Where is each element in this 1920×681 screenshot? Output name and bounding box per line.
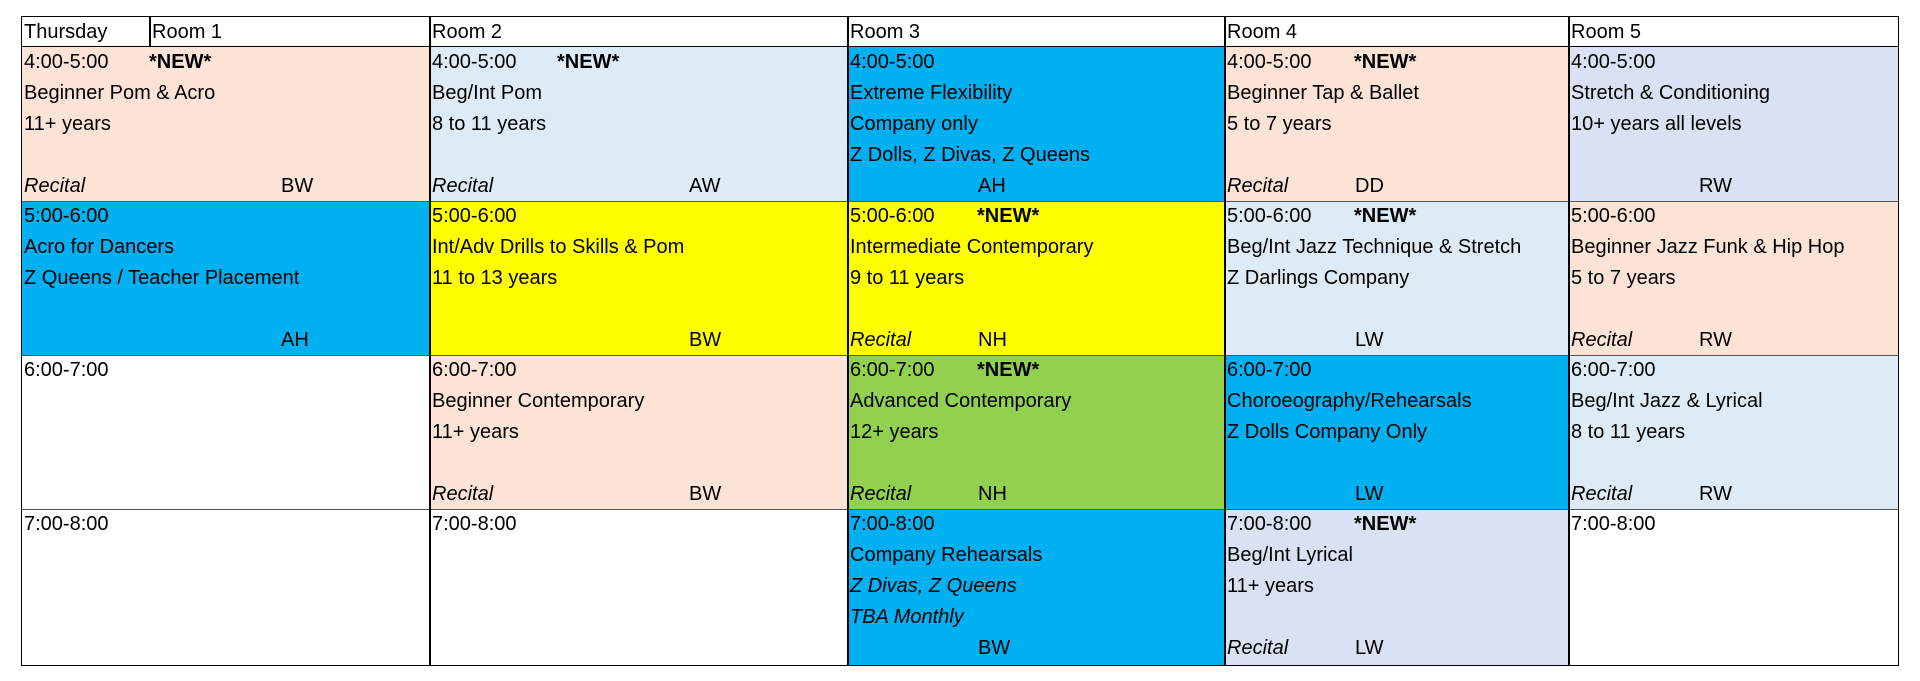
class-detail-line: Company Rehearsals (850, 544, 1043, 566)
row-divider (21, 201, 1899, 202)
class-detail-line: 11+ years (432, 421, 519, 443)
teacher-initials: DD (1355, 175, 1384, 197)
class-detail-line: 11+ years (1227, 575, 1314, 597)
new-badge: *NEW* (1354, 51, 1417, 73)
class-detail-line: Intermediate Contemporary (850, 236, 1094, 258)
class-detail-line: 11 to 13 years (432, 267, 558, 289)
class-cell (1568, 47, 1899, 201)
recital-label: Recital (1571, 483, 1633, 505)
teacher-initials: BW (978, 637, 1011, 659)
class-cell (847, 355, 1224, 509)
class-time: 4:00-5:00 (1227, 51, 1312, 73)
class-cell (1568, 201, 1899, 355)
teacher-initials: RW (1699, 175, 1732, 197)
class-cell (21, 509, 429, 666)
class-time: 5:00-6:00 (1571, 205, 1656, 227)
class-detail-line: Z Queens / Teacher Placement (24, 267, 300, 289)
recital-label: Recital (850, 483, 912, 505)
row-divider (21, 509, 1899, 510)
row-divider (21, 355, 1899, 356)
class-detail-line: Beginner Tap & Ballet (1227, 82, 1419, 104)
class-detail-line: 12+ years (850, 421, 939, 443)
class-time: 5:00-6:00 (850, 205, 935, 227)
class-cell (21, 355, 429, 509)
class-detail-line: Int/Adv Drills to Skills & Pom (432, 236, 685, 258)
class-time: 7:00-8:00 (1571, 513, 1656, 535)
class-detail-line: Z Darlings Company (1227, 267, 1410, 289)
class-cell (21, 201, 429, 355)
class-detail-line: 11+ years (24, 113, 111, 135)
column-divider (847, 16, 849, 666)
room-4-header: Room 4 (1227, 21, 1298, 43)
class-detail-line: Z Dolls Company Only (1227, 421, 1428, 443)
class-cell (1224, 47, 1568, 201)
teacher-initials: RW (1699, 329, 1732, 351)
recital-label: Recital (1227, 175, 1289, 197)
recital-label: Recital (850, 329, 912, 351)
class-time: 7:00-8:00 (432, 513, 517, 535)
class-time: 4:00-5:00 (24, 51, 109, 73)
header-divider (149, 16, 151, 47)
class-detail-line: 8 to 11 years (1571, 421, 1686, 443)
class-detail-line: Beginner Jazz Funk & Hip Hop (1571, 236, 1845, 258)
class-detail-line: Beginner Contemporary (432, 390, 645, 412)
recital-label: Recital (432, 175, 494, 197)
class-detail-line: Choroeography/Rehearsals (1227, 390, 1472, 412)
teacher-initials: AW (689, 175, 721, 197)
column-divider (1224, 16, 1226, 666)
class-cell (1568, 509, 1899, 666)
class-cell (847, 509, 1224, 666)
teacher-initials: AH (978, 175, 1006, 197)
class-detail-line: 9 to 11 years (850, 267, 965, 289)
teacher-initials: LW (1355, 329, 1384, 351)
teacher-initials: LW (1355, 483, 1384, 505)
class-cell (429, 355, 847, 509)
class-time: 6:00-7:00 (850, 359, 935, 381)
recital-label: Recital (1571, 329, 1633, 351)
class-time: 4:00-5:00 (432, 51, 517, 73)
class-detail-line: Company only (850, 113, 978, 135)
class-cell (1224, 509, 1568, 666)
class-detail-line: TBA Monthly (850, 606, 964, 628)
room-5-header: Room 5 (1571, 21, 1642, 43)
class-time: 5:00-6:00 (24, 205, 109, 227)
column-divider (1568, 16, 1570, 666)
recital-label: Recital (24, 175, 86, 197)
class-detail-line: Z Dolls, Z Divas, Z Queens (850, 144, 1091, 166)
class-detail-line: Beg/Int Lyrical (1227, 544, 1353, 566)
class-detail-line: Advanced Contemporary (850, 390, 1072, 412)
class-cell (429, 201, 847, 355)
class-cell (847, 47, 1224, 201)
teacher-initials: BW (689, 329, 722, 351)
new-badge: *NEW* (149, 51, 212, 73)
class-time: 4:00-5:00 (850, 51, 935, 73)
class-time: 6:00-7:00 (432, 359, 517, 381)
room-1-header: Room 1 (152, 21, 223, 43)
class-detail-line: 10+ years all levels (1571, 113, 1742, 135)
room-3-header: Room 3 (850, 21, 921, 43)
teacher-initials: NH (978, 483, 1007, 505)
teacher-initials: AH (281, 329, 309, 351)
class-detail-line: 5 to 7 years (1571, 267, 1676, 289)
class-cell (1224, 201, 1568, 355)
class-cell (21, 47, 429, 201)
class-time: 5:00-6:00 (432, 205, 517, 227)
teacher-initials: RW (1699, 483, 1732, 505)
class-detail-line: Stretch & Conditioning (1571, 82, 1771, 104)
class-detail-line: Beg/Int Pom (432, 82, 543, 104)
class-detail-line: Beginner Pom & Acro (24, 82, 216, 104)
class-detail-line: 5 to 7 years (1227, 113, 1332, 135)
new-badge: *NEW* (1354, 205, 1417, 227)
class-detail-line: 8 to 11 years (432, 113, 547, 135)
class-cell (429, 47, 847, 201)
class-time: 5:00-6:00 (1227, 205, 1312, 227)
column-divider (429, 16, 431, 666)
class-cell (847, 201, 1224, 355)
teacher-initials: NH (978, 329, 1007, 351)
class-time: 7:00-8:00 (850, 513, 935, 535)
teacher-initials: BW (689, 483, 722, 505)
recital-label: Recital (1227, 637, 1289, 659)
class-detail-line: Beg/Int Jazz & Lyrical (1571, 390, 1763, 412)
teacher-initials: LW (1355, 637, 1384, 659)
class-time: 4:00-5:00 (1571, 51, 1656, 73)
new-badge: *NEW* (1354, 513, 1417, 535)
recital-label: Recital (432, 483, 494, 505)
class-detail-line: Beg/Int Jazz Technique & Stretch (1227, 236, 1522, 258)
new-badge: *NEW* (977, 205, 1040, 227)
new-badge: *NEW* (977, 359, 1040, 381)
class-time: 6:00-7:00 (1571, 359, 1656, 381)
class-detail-line: Acro for Dancers (24, 236, 175, 258)
class-cell (429, 509, 847, 666)
class-time: 7:00-8:00 (1227, 513, 1312, 535)
new-badge: *NEW* (557, 51, 620, 73)
class-detail-line: Z Divas, Z Queens (850, 575, 1017, 597)
header-row (21, 16, 1899, 47)
class-time: 6:00-7:00 (1227, 359, 1312, 381)
class-time: 7:00-8:00 (24, 513, 109, 535)
class-cell (1568, 355, 1899, 509)
class-detail-line: Extreme Flexibility (850, 82, 1013, 104)
schedule-table (21, 16, 1899, 666)
day-header: Thursday (24, 21, 108, 43)
room-2-header: Room 2 (432, 21, 503, 43)
teacher-initials: BW (281, 175, 314, 197)
class-cell (1224, 355, 1568, 509)
class-time: 6:00-7:00 (24, 359, 109, 381)
